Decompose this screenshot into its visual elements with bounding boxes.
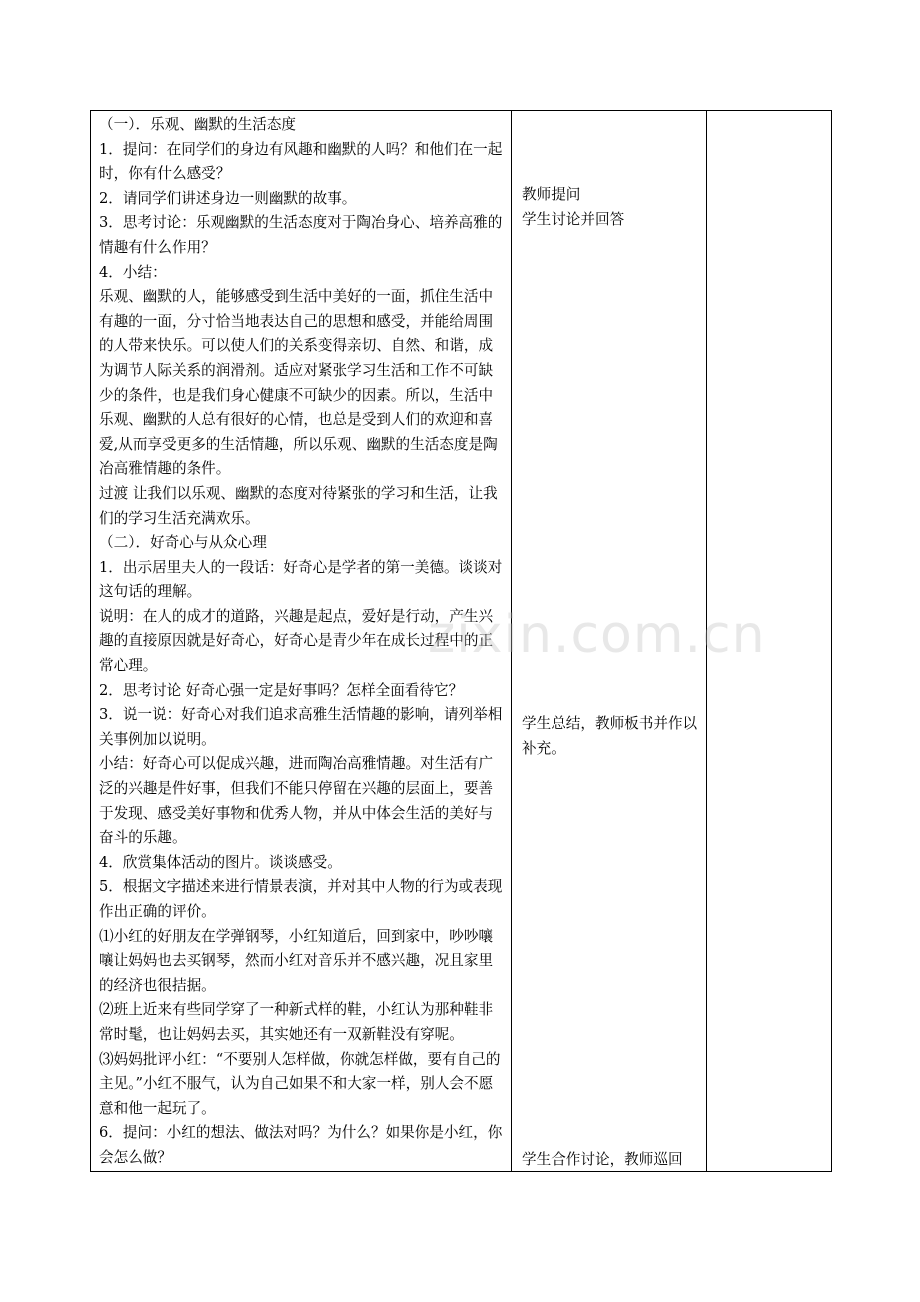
paragraph: 1．出示居里夫人的一段话：好奇心是学者的第一美德。谈谈对这句话的理解。 xyxy=(99,558,503,601)
section-heading-2: （二）．好奇心与从众心理 xyxy=(99,534,267,552)
paragraph: 3．思考讨论：乐观幽默的生活态度对于陶冶身心、培养高雅的情趣有什么作用？ xyxy=(99,214,503,256)
paragraph: ⑶妈妈批评小红：“不要别人怎样做，你就怎样做，要有自己的主见。”小红不服气，认为自己如果不和大家一样，别人会不愿意和他一起玩了。 xyxy=(99,1050,501,1117)
activity-note-3 xyxy=(522,1148,708,1173)
paragraph: ⑴小红的好朋友在学弹钢琴，小红知道后，回到家中，吵吵嚷嚷让妈妈也去买钢琴，然而小红对音乐并不感兴趣，况且家里的经济也很拮据。 xyxy=(99,927,494,994)
section-heading-1: （一）．乐观、幽默的生活态度 xyxy=(99,116,297,133)
activity-line: 学生合作讨论，教师巡回 xyxy=(522,1151,683,1168)
paragraph: 乐观、幽默的人，能够感受到生活中美好的一面，抓住生活中有趣的一面，分寸恰当地表达自己的思想和感受，并能给周围的人带来快乐。可以使人们的关系变得亲切、自然、和谐，成为调节人际关系的润滑剂。适应对紧张学习生活和工作不可缺少的条件，也是我们身心健康不可缺少的因素。所以，生活中乐观、幽默的人总有很好的心情，也总是受到人们的欢迎和喜爱,从而享受更多的生活情趣，所以乐观、幽默的生活态度是陶冶高雅情趣的条件。 xyxy=(99,288,498,478)
paragraph: 2．思考讨论 好奇心强一定是好事吗？怎样全面看待它？ xyxy=(99,681,464,699)
watermark: zixin.com.cn xyxy=(428,605,766,665)
activity-note-1 xyxy=(522,183,708,232)
paragraph: 过渡 让我们以乐观、幽默的态度对待紧张的学习和生活，让我们的学习生活充满欢乐。 xyxy=(99,484,498,527)
paragraph: 5．根据文字描述来进行情景表演，并对其中人物的行为或表现作出正确的评价。 xyxy=(99,878,503,920)
paragraph: 3．说一说：好奇心对我们追求高雅生活情趣的影响，请列举相关事例加以说明。 xyxy=(99,706,503,748)
activity-note-2 xyxy=(522,712,708,761)
paragraph: ⑵班上近来有些同学穿了一种新式样的鞋，小红认为那种鞋非常时髦，也让妈妈去买，其实她还有一双新鞋没有穿呢。 xyxy=(99,1001,494,1043)
paragraph: 4．欣赏集体活动的图片。谈谈感受。 xyxy=(99,853,342,871)
activity-line: 学生总结，教师板书并作以补充。 xyxy=(522,715,698,757)
activity-line: 学生讨论并回答 xyxy=(522,210,625,228)
paragraph: 说明：在人的成才的道路，兴趣是起点，爱好是行动，产生兴趣的直接原因就是好奇心，好奇心是青少年在成长过程中的正常心理。 xyxy=(99,607,494,675)
paragraph: 小结：好奇心可以促成兴趣，进而陶冶高雅情趣。对生活有广泛的兴趣是件好事，但我们不能只停留在兴趣的层面上，要善于发现、感受美好事物和优秀人物，并从中体会生活的美好与奋斗的乐趣。 xyxy=(99,755,494,847)
paragraph: 2．请同学们讲述身边一则幽默的故事。 xyxy=(99,189,357,207)
paragraph: 6．提问：小红的想法、做法对吗？为什么？如果你是小红，你会怎么做？ xyxy=(99,1124,503,1166)
paragraph: 1．提问：在同学们的身边有风趣和幽默的人吗？和他们在一起时，你有什么感受？ xyxy=(99,140,503,183)
paragraph: 4．小结： xyxy=(99,263,167,281)
activity-line: 教师提问 xyxy=(522,186,581,203)
